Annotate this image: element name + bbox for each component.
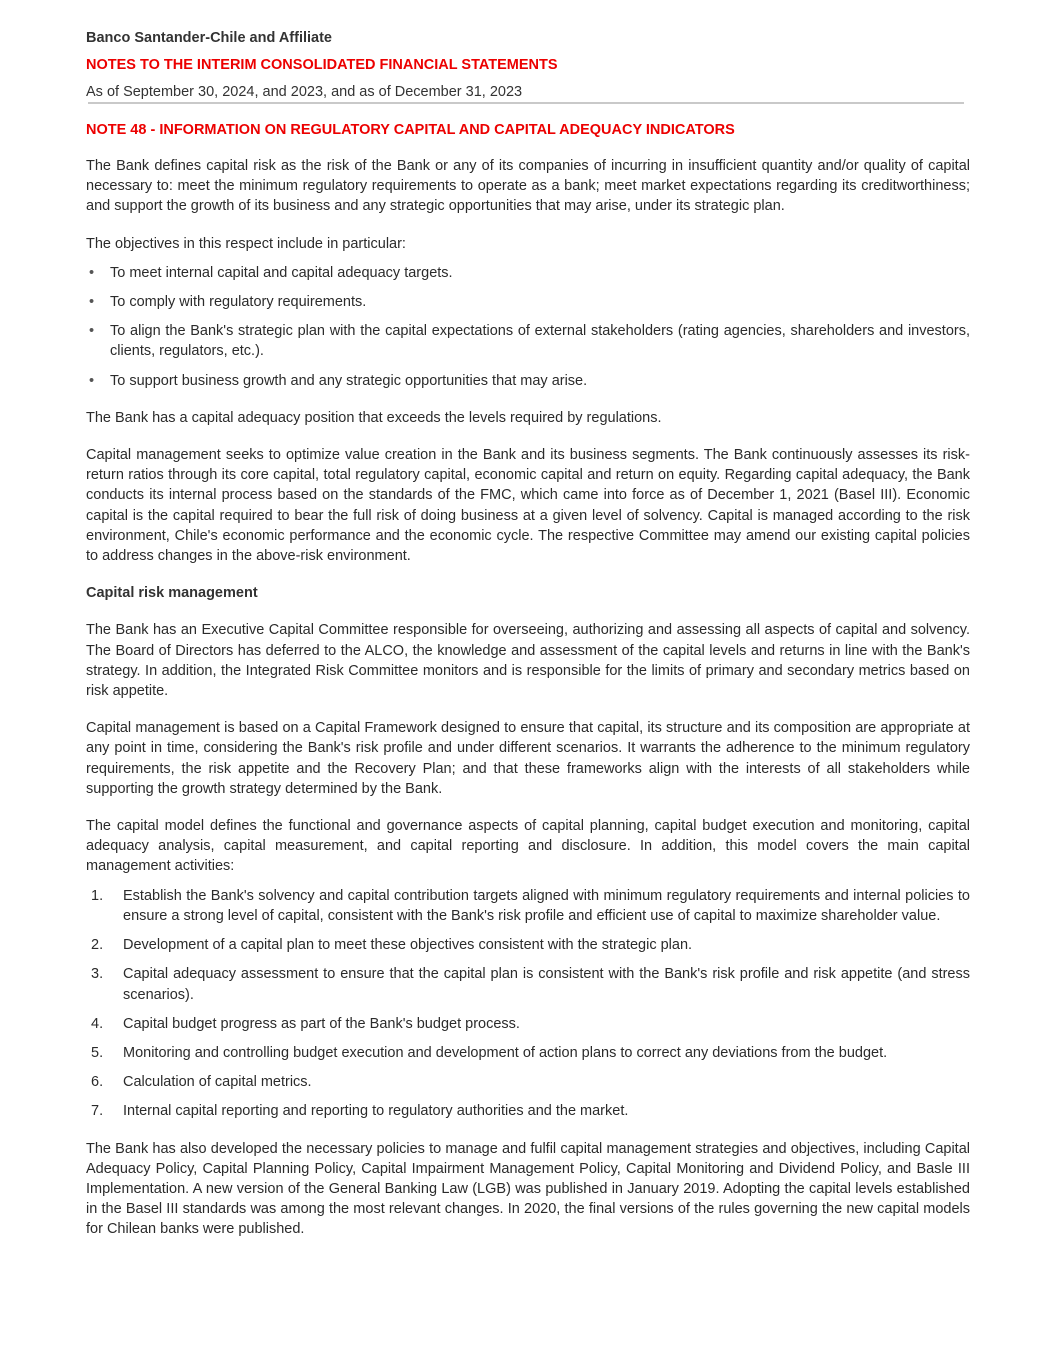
capital-management-paragraph: Capital management seeks to optimize value creation in the Bank and its business segments. The Bank continuously assesses its risk-return ratios through its core capital, total regulatory capital, economic capital and return on equity. Regarding capital adequacy, the Bank conducts its internal process based on the standards of the FMC, which came into force as of December 1, 2021 (Basel III). Economic capital is the capital required to bear the full risk of doing business at a given level of solvency. Capital is managed according to the risk environment, Chile's economic performance and the economic cycle. The respective Committee may amend our existing capital policies to address changes in the above-risk environment.: [86, 447, 970, 565]
list-item: • To meet internal capital and capital adequacy targets.: [86, 263, 970, 283]
intro-paragraph: The Bank defines capital risk as the risk of the Bank or any of its companies of incurring in insufficient quantity and/or quality of capital necessary to: meet the minimum regulatory requirements to operate as a bank; meet market expectations regarding its creditworthiness; and support the growth of its business and any strategic opportunities that may arise, under its strategic plan.: [86, 158, 970, 215]
bullet-icon: •: [89, 264, 95, 281]
objectives-list: [86, 263, 970, 391]
section-subheading: Capital risk management: [86, 585, 258, 602]
note-heading: NOTE 48 - INFORMATION ON REGULATORY CAPITAL AND CAPITAL ADEQUACY INDICATORS: [86, 122, 735, 138]
list-item: 3. Capital adequacy assessment to ensure that the capital plan is consistent with the Bank's risk profile and risk appetite (and stress scenarios).: [91, 966, 970, 1003]
activities-list: [86, 886, 970, 1122]
framework-paragraph: Capital management is based on a Capital Framework designed to ensure that capital, its structure and its composition are appropriate at any point in time, considering the Bank's risk profile and under different scenarios. It warrants the adherence to the minimum regulatory requirements, the risk appetite and the Recovery Plan; and that these frameworks align with the interests of all stakeholders while supporting the growth strategy determined by the Bank.: [86, 720, 970, 797]
committee-paragraph: The Bank has an Executive Capital Committee responsible for overseeing, authorizing and assessing all aspects of capital and solvency. The Board of Directors has deferred to the ALCO, the knowledge and assessment of the capital levels and returns in line with the Bank's strategy. In addition, the Integrated Risk Committee monitors and is responsible for the limits of primary and secondary metrics based on risk appetite.: [86, 622, 970, 700]
adequacy-position-paragraph: The Bank has a capital adequacy position that exceeds the levels required by regulations.: [86, 409, 662, 426]
list-item: • To align the Bank's strategic plan with the capital expectations of external stakeholders (rating agencies, shareholders and investors, clients, regulators, etc.).: [89, 323, 970, 360]
list-item: • To comply with regulatory requirements.: [86, 292, 970, 312]
list-item: 7. Internal capital reporting and reporting to regulatory authorities and the market.: [91, 1103, 629, 1120]
document-page: [86, 28, 970, 1257]
report-date: As of September 30, 2024, and 2023, and as of December 31, 2023: [86, 84, 523, 100]
header-divider: [88, 102, 964, 104]
bullet-icon: •: [89, 372, 95, 389]
list-item: • To support business growth and any strategic opportunities that may arise.: [86, 371, 970, 391]
bullet-icon: •: [89, 294, 95, 311]
list-item: 6. Calculation of capital metrics.: [91, 1074, 312, 1091]
list-item: 4. Capital budget progress as part of the Bank's budget process.: [91, 1015, 520, 1032]
list-item: 2. Development of a capital plan to meet these objectives consistent with the strategic plan.: [91, 937, 693, 954]
objectives-lead: The objectives in this respect include in particular:: [86, 235, 406, 252]
company-name: Banco Santander-Chile and Affiliate: [86, 30, 332, 46]
notes-title: NOTES TO THE INTERIM CONSOLIDATED FINANCIAL STATEMENTS: [86, 57, 558, 73]
capital-model-paragraph: The capital model defines the functional and governance aspects of capital planning, capital budget execution and monitoring, capital adequacy analysis, capital measurement, and capital reporting and disclosure. In addition, this model covers the main capital management activities:: [86, 818, 970, 875]
policies-paragraph: The Bank has also developed the necessary policies to manage and fulfil capital management strategies and objectives, including Capital Adequacy Policy, Capital Planning Policy, Capital Impairment Management Policy, Capital Monitoring and Dividend Policy, and Basle III Implementation. A new version of the General Banking Law (LGB) was published in January 2019. Adopting the capital levels established in the Basel III standards was among the most relevant changes. In 2020, the final versions of the rules governing the new capital models for Chilean banks were published.: [86, 1140, 970, 1238]
bullet-icon: •: [89, 323, 95, 340]
list-item: 1. Establish the Bank's solvency and capital contribution targets aligned with minimum regulatory requirements and internal policies to ensure a strong level of capital, consistent with the Bank's risk profile and efficient use of capital to maximize shareholder value.: [91, 887, 970, 924]
list-item: 5. Monitoring and controlling budget execution and development of action plans to correct any deviations from the budget.: [91, 1044, 888, 1061]
